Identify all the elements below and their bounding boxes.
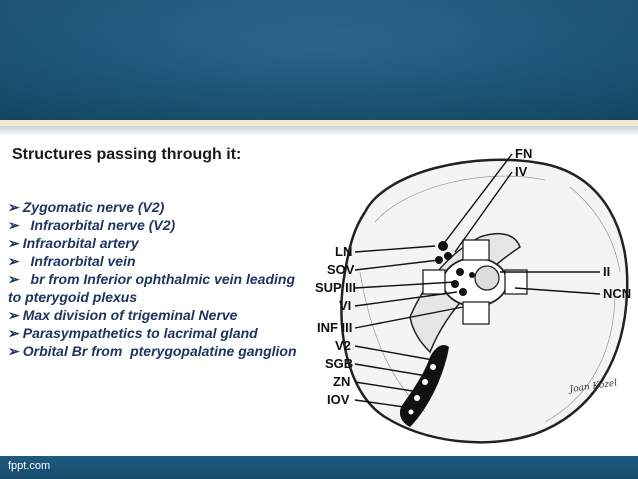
bullet-item xyxy=(8,198,308,216)
inferior-rectus xyxy=(463,302,489,324)
footer-text: fppt.com xyxy=(8,460,51,472)
medial-rectus xyxy=(505,270,527,294)
header-stripe-fade xyxy=(0,126,638,136)
label-iv: IV xyxy=(515,164,528,179)
bullet-arrow-icon: ➢ xyxy=(8,235,20,251)
bullet-list xyxy=(8,198,308,360)
bullet-arrow-icon: ➢ xyxy=(8,343,20,359)
slide-heading: Structures passing through it: xyxy=(12,146,242,163)
bullet-item xyxy=(8,270,308,306)
label-ncn: NCN xyxy=(603,286,632,301)
label-vi: VI xyxy=(339,298,352,313)
orbit-diagram-svg xyxy=(315,142,638,454)
bullet-text: Zygomatic nerve (V2) xyxy=(22,199,165,215)
bullet-item xyxy=(8,216,308,234)
label-sov: SOV xyxy=(327,262,355,277)
bullet-text: Infraorbital nerve (V2) xyxy=(22,217,176,233)
artist-signature: Joan Kozel xyxy=(569,378,618,395)
bullet-item xyxy=(8,252,308,270)
optic-nerve xyxy=(475,266,499,290)
bullet-text: Infraorbital artery xyxy=(22,235,139,251)
bullet-arrow-icon: ➢ xyxy=(8,271,20,287)
bullet-arrow-icon: ➢ xyxy=(8,325,20,341)
orbit-diagram xyxy=(315,142,638,454)
label-zn: ZN xyxy=(333,374,351,389)
bullet-arrow-icon: ➢ xyxy=(8,217,20,233)
bullet-item xyxy=(8,234,308,252)
label-iov: IOV xyxy=(327,392,350,407)
bullet-item xyxy=(8,342,308,360)
bullet-item xyxy=(8,306,308,324)
label-sup-iii: SUP III xyxy=(315,280,356,295)
bullet-text: Parasympathetics to lacrimal gland xyxy=(22,325,258,341)
lateral-rectus xyxy=(423,270,445,294)
label-sgb: SGB xyxy=(325,356,354,371)
bullet-arrow-icon: ➢ xyxy=(8,253,20,269)
label-ln: LN xyxy=(335,244,353,259)
bullet-text: Orbital Br from pterygopalatine ganglion xyxy=(22,343,297,359)
bullet-text: Max division of trigeminal Nerve xyxy=(22,307,238,323)
label-fn: FN xyxy=(515,146,533,161)
bullet-arrow-icon: ➢ xyxy=(8,199,20,215)
header-banner-shade xyxy=(0,0,638,122)
bullet-item xyxy=(8,324,308,342)
label-inf-iii: INF III xyxy=(317,320,353,335)
bullet-arrow-icon: ➢ xyxy=(8,307,20,323)
superior-rectus xyxy=(463,240,489,260)
footer-bar xyxy=(0,456,638,479)
bullet-text: br from Inferior ophthalmic vein leading to pterygoid plexus xyxy=(8,271,299,305)
label-ii: II xyxy=(603,264,611,279)
label-v2: V2 xyxy=(335,338,351,353)
bullet-text: Infraorbital vein xyxy=(22,253,136,269)
